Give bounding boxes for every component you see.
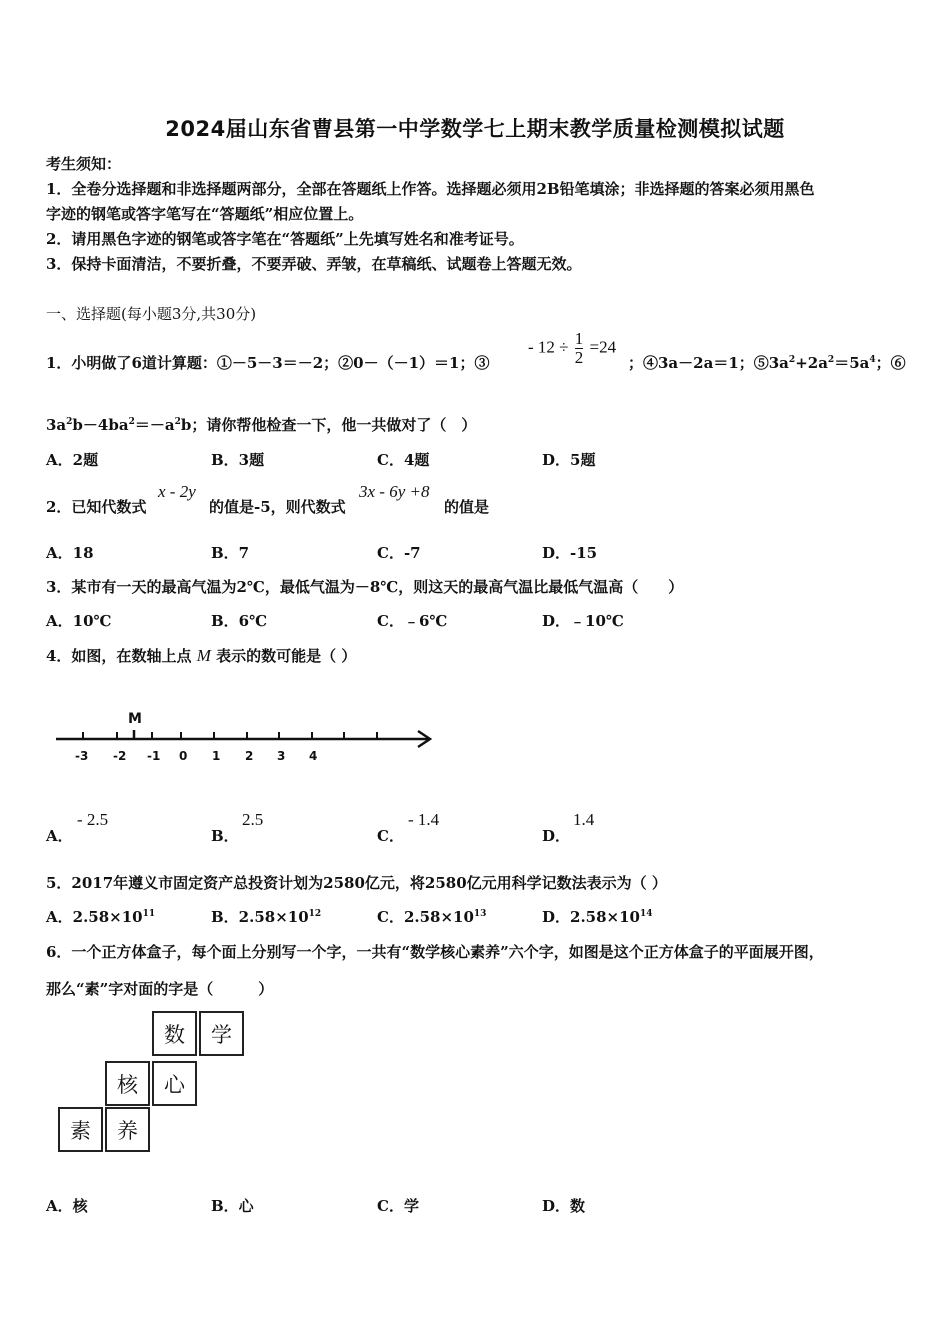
q5-option-d-base: D．2.58×10 [542,908,640,926]
q1-line2-c: ＝－a [134,416,175,434]
notice-line-3: 3．保持卡面清洁，不要折叠，不要弄破、弄皱，在草稿纸、试题卷上答题无效。 [46,255,582,273]
q6-option-d[interactable]: D．数 [542,1197,586,1215]
q4-option-c[interactable]: C． [377,827,404,845]
q6-stem-line2: 那么“素”字对面的字是（ ） [46,980,274,998]
q1-prefix: 1．小明做了6道计算题：①－5－3＝－2；②0－（－1）＝1；③ [46,354,490,372]
q5-option-a[interactable] [46,906,155,927]
notice-heading: 考生须知： [46,155,122,173]
q1-math-b: =24 [589,337,617,357]
q2-expr1: x - 2y [158,482,196,501]
q5-option-b[interactable] [211,906,321,927]
tick-label: 4 [309,749,318,763]
section-heading: 一、选择题(每小题3分,共30分) [46,305,257,323]
q6-option-a[interactable]: A．核 [46,1197,88,1215]
q5-option-d-exp: 14 [639,909,653,919]
q5-stem: 5．2017年遵义市固定资产总投资计划为2580亿元，将2580亿元用科学记数法表示为（ ） [46,874,667,892]
q4-option-d-value: 1.4 [573,810,595,829]
q2-expr2: 3x - 6y +8 [359,482,430,501]
q4-stem [46,645,356,666]
q1-line2-d: b；请你帮他检查一下，他一共做对了（ ） [180,416,477,434]
notice-line-2: 2．请用黑色字迹的钢笔或答字笔在“答题纸”上先填写姓名和准考证号。 [46,230,524,248]
q4-option-a[interactable]: A． [46,827,73,845]
notice-line-1: 1．全卷分选择题和非选择题两部分，全部在答题纸上作答。选择题必须用2B铅笔填涂；非选择题的答案必须用黑色 [46,180,815,198]
q4-option-d[interactable]: D． [542,827,571,845]
point-m-label: M [128,711,142,727]
q5-option-d[interactable] [542,906,653,927]
q4-prefix: 4．如图，在数轴上点 [46,647,192,665]
tick-label: -3 [75,749,89,763]
q3-stem: 3．某市有一天的最高气温为2℃，最低气温为－8℃，则这天的最高气温比最低气温高（ ） [46,578,684,596]
q1-sup: 2 [66,417,73,427]
page-title: 2024届山东省曹县第一中学数学七上期末教学质量检测模拟试题 [165,117,785,141]
q1-option-d[interactable]: D．5题 [542,451,596,469]
q1-stem-rest [628,352,906,373]
q6-option-b[interactable]: B．心 [211,1197,254,1215]
q5-option-a-exp: 11 [142,909,156,919]
q1-option-b[interactable]: B．3题 [211,451,265,469]
q3-option-a[interactable]: A．10℃ [46,612,112,630]
q1-part5: +2a [795,354,828,372]
q4-suffix: 表示的数可能是（ ） [216,647,357,665]
tick-label: 3 [277,749,286,763]
q3-option-b[interactable]: B．6℃ [211,612,268,630]
q1-line2-b: b－4ba [72,416,129,434]
q4-option-b[interactable]: B． [211,827,239,845]
tick-label: 1 [212,749,221,763]
q5-option-b-exp: 12 [308,909,322,919]
q1-fraction [575,330,584,367]
q2-option-c[interactable]: C．-7 [377,544,421,562]
q1-sup: 2 [788,355,796,365]
q1-sup: 2 [174,417,181,427]
q5-option-c[interactable] [377,906,486,927]
q3-option-c[interactable]: C．﹣6℃ [377,612,448,630]
q3-option-d[interactable]: D．﹣10℃ [542,612,624,630]
q2-prefix: 2．已知代数式 [46,498,147,516]
q2-option-d[interactable]: D．-15 [542,544,598,562]
q1-part6: ；⑥ [875,354,906,372]
q2-suffix: 的值是 [444,498,490,516]
q6-stem-line1: 6．一个正方体盒子，每个面上分别写一个字，一共有“数学核心素养”六个字，如图是这个正方体盒子的平面展开图， [46,943,824,961]
net-cell: 素 [58,1107,103,1152]
q6-option-c[interactable]: C．学 [377,1197,419,1215]
q1-stem [46,352,490,373]
q4-option-b-value: 2.5 [242,810,264,829]
tick-label: -1 [147,749,161,763]
net-cell: 数 [152,1011,197,1056]
q1-stem-line2 [46,414,476,435]
net-cell: 心 [152,1061,197,1106]
q5-option-a-base: A．2.58×10 [46,908,143,926]
q1-line2-a: 3a [46,416,67,434]
q5-option-c-exp: 13 [473,909,487,919]
q5-option-c-base: C．2.58×10 [377,908,474,926]
q2-option-b[interactable]: B．7 [211,544,250,562]
tick-label: 0 [179,749,188,763]
q2-mid: 的值是-5，则代数式 [209,498,346,516]
q1-math-a: - 12 ÷ [528,337,569,357]
q4-variable: M [196,646,211,665]
q2-option-a[interactable]: A．18 [46,544,94,562]
net-cell: 学 [199,1011,244,1056]
q1-sup: 2 [128,417,135,427]
q1-sup: 2 [827,355,835,365]
q1-part5b: ＝5a [834,354,870,372]
q1-expression [528,330,616,367]
tick-label: 2 [245,749,254,763]
q4-option-c-value: - 1.4 [408,810,440,829]
q1-option-c[interactable]: C．4题 [377,451,430,469]
q1-part4: ；④3a－2a＝1；⑤3a [628,354,789,372]
notice-line-1b: 字迹的钢笔或答字笔写在“答题纸”相应位置上。 [46,205,364,223]
net-cell: 核 [105,1061,150,1106]
q4-option-a-value: - 2.5 [77,810,109,829]
q5-option-b-base: B．2.58×10 [211,908,309,926]
q1-sup: 4 [869,355,876,365]
net-cell: 养 [105,1107,150,1152]
q1-option-a[interactable]: A．2题 [46,451,99,469]
q1-frac-num: 1 [574,329,584,348]
q1-frac-den: 2 [574,348,584,367]
tick-label: -2 [113,749,127,763]
